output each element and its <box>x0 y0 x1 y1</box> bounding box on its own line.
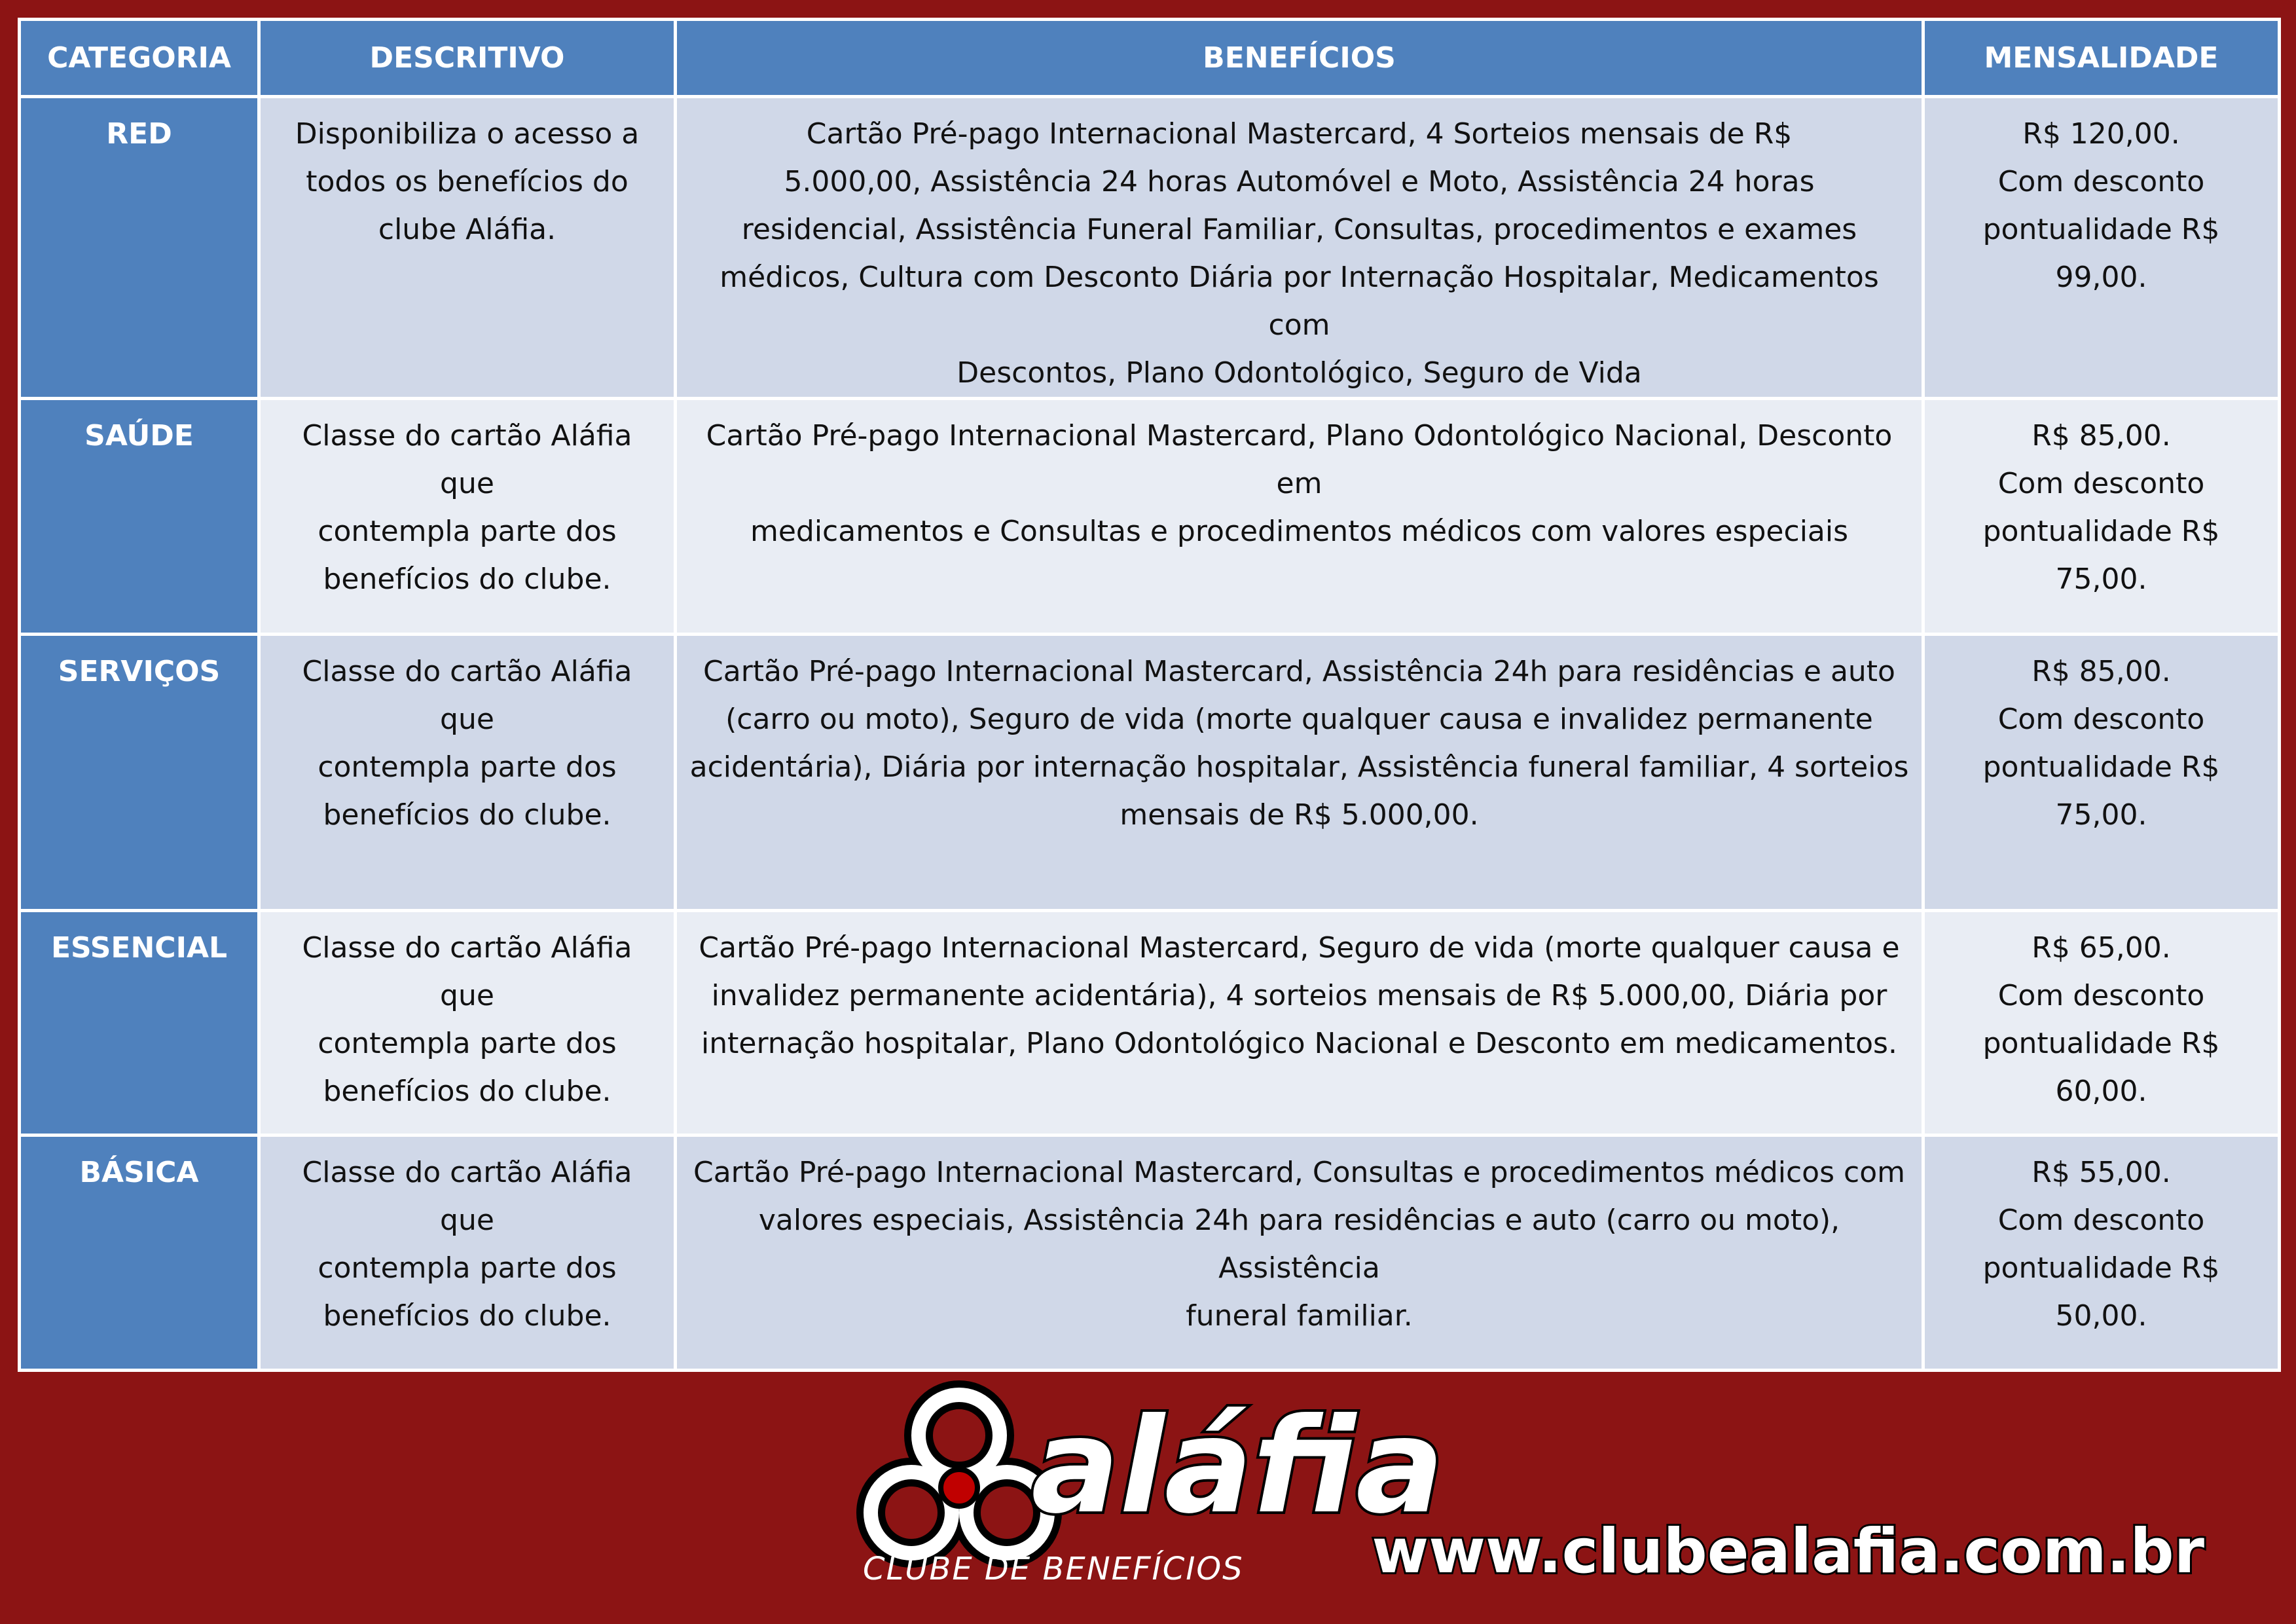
header-categoria: CATEGORIA <box>20 20 259 97</box>
beneficios-line: valores especiais, Assistência 24h para residências e auto (carro ou moto), Assistência <box>758 1204 1840 1285</box>
beneficios-line: médicos, Cultura com Desconto Diária por Internação Hospitalar, Medicamentos com <box>720 261 1879 342</box>
beneficios-line: internação hospitalar, Plano Odontológico Nacional e Desconto em medicamentos. <box>701 1027 1897 1060</box>
mensalidade-line: Com desconto <box>1997 703 2205 736</box>
mensalidade-line: pontualidade R$ 99,00. <box>1982 213 2220 294</box>
table-row-basica <box>20 1135 2280 1371</box>
header-mensalidade: MENSALIDADE <box>1923 20 2280 97</box>
beneficios-line: Cartão Pré-pago Internacional Mastercard, Seguro de vida (morte qualquer causa e <box>699 931 1900 965</box>
mensalidade-line: R$ 85,00. <box>2032 655 2171 688</box>
descritivo-line: benefícios do clube. <box>323 1299 611 1333</box>
beneficios-line: residencial, Assistência Funeral Familiar, Consultas, procedimentos e exames <box>741 213 1857 246</box>
cell-mensalidade <box>1923 911 2280 1135</box>
beneficios-line: medicamentos e Consultas e procedimentos médicos com valores especiais <box>750 515 1849 548</box>
cell-categoria: SAÚDE <box>20 399 259 635</box>
cell-beneficios <box>676 399 1923 635</box>
mensalidade-line: pontualidade R$ 75,00. <box>1982 750 2220 832</box>
mensalidade-line: Com desconto <box>1997 467 2205 500</box>
mensalidade-line: R$ 85,00. <box>2032 419 2171 452</box>
mensalidade-line: Com desconto <box>1997 979 2205 1012</box>
mensalidade-line: Com desconto <box>1997 165 2205 198</box>
mensalidade-line: R$ 55,00. <box>2032 1156 2171 1189</box>
cell-categoria: BÁSICA <box>20 1135 259 1371</box>
descritivo-line: contempla parte dos <box>318 1027 617 1060</box>
descritivo-line: benefícios do clube. <box>323 1075 611 1108</box>
beneficios-line: Descontos, Plano Odontológico, Seguro de Vida <box>957 356 1642 390</box>
beneficios-line: Cartão Pré-pago Internacional Mastercard, 4 Sorteios mensais de R$ <box>806 117 1793 151</box>
descritivo-line: todos os benefícios do <box>306 165 629 198</box>
cell-descritivo <box>259 911 676 1135</box>
cell-beneficios <box>676 97 1923 399</box>
beneficios-line: Cartão Pré-pago Internacional Mastercard, Consultas e procedimentos médicos com <box>693 1156 1905 1189</box>
descritivo-line: contempla parte dos <box>318 1251 617 1285</box>
descritivo-line: Classe do cartão Aláfia que <box>302 931 632 1012</box>
cell-beneficios <box>676 911 1923 1135</box>
cell-beneficios <box>676 635 1923 911</box>
cell-categoria: ESSENCIAL <box>20 911 259 1135</box>
cell-mensalidade <box>1923 399 2280 635</box>
table-row-servicos <box>20 635 2280 911</box>
cell-descritivo <box>259 1135 676 1371</box>
descritivo-line: Classe do cartão Aláfia que <box>302 419 632 500</box>
descritivo-line: Disponibiliza o acesso a <box>295 117 640 151</box>
beneficios-line: Cartão Pré-pago Internacional Mastercard, Assistência 24h para residências e auto <box>703 655 1895 688</box>
logo-wordmark: aláfia <box>1031 1390 1444 1543</box>
mensalidade-line: pontualidade R$ 60,00. <box>1982 1027 2220 1108</box>
header-descritivo: DESCRITIVO <box>259 20 676 97</box>
table-header-row <box>20 20 2280 97</box>
mensalidade-line: pontualidade R$ 50,00. <box>1982 1251 2220 1333</box>
beneficios-line: funeral familiar. <box>1186 1299 1413 1333</box>
descritivo-line: clube Aláfia. <box>378 213 556 246</box>
cell-categoria: RED <box>20 97 259 399</box>
cell-categoria: SERVIÇOS <box>20 635 259 911</box>
table-row-essencial <box>20 911 2280 1135</box>
mensalidade-line: pontualidade R$ 75,00. <box>1982 515 2220 596</box>
logo-tagline: CLUBE DE BENEFÍCIOS <box>863 1551 1244 1587</box>
descritivo-line: benefícios do clube. <box>323 563 611 596</box>
beneficios-line: Cartão Pré-pago Internacional Mastercard, Plano Odontológico Nacional, Desconto em <box>706 419 1893 500</box>
beneficios-line: (carro ou moto), Seguro de vida (morte qualquer causa e invalidez permanente <box>725 703 1873 736</box>
descritivo-line: contempla parte dos <box>318 750 617 784</box>
mensalidade-line: R$ 120,00. <box>2022 117 2180 151</box>
descritivo-line: contempla parte dos <box>318 515 617 548</box>
descritivo-line: benefícios do clube. <box>323 798 611 832</box>
cell-mensalidade <box>1923 1135 2280 1371</box>
header-beneficios: BENEFÍCIOS <box>676 20 1923 97</box>
cell-descritivo <box>259 399 676 635</box>
beneficios-line: mensais de R$ 5.000,00. <box>1120 798 1479 832</box>
descritivo-line: Classe do cartão Aláfia que <box>302 655 632 736</box>
cell-beneficios <box>676 1135 1923 1371</box>
beneficios-line: 5.000,00, Assistência 24 horas Automóvel e Moto, Assistência 24 horas <box>784 165 1815 198</box>
cell-mensalidade <box>1923 97 2280 399</box>
beneficios-line: acidentária), Diária por internação hospitalar, Assistência funeral familiar, 4 sorteios <box>689 750 1909 784</box>
cell-descritivo <box>259 97 676 399</box>
cell-mensalidade <box>1923 635 2280 911</box>
table-row-red <box>20 97 2280 399</box>
plans-table <box>18 18 2281 1372</box>
mensalidade-line: Com desconto <box>1997 1204 2205 1237</box>
mensalidade-line: R$ 65,00. <box>2032 931 2171 965</box>
website-url: www.clubealafia.com.br <box>1372 1516 2204 1587</box>
table-row-saude <box>20 399 2280 635</box>
plans-table-container <box>18 18 2278 1348</box>
descritivo-line: Classe do cartão Aláfia que <box>302 1156 632 1237</box>
cell-descritivo <box>259 635 676 911</box>
beneficios-line: invalidez permanente acidentária), 4 sorteios mensais de R$ 5.000,00, Diária por <box>711 979 1887 1012</box>
